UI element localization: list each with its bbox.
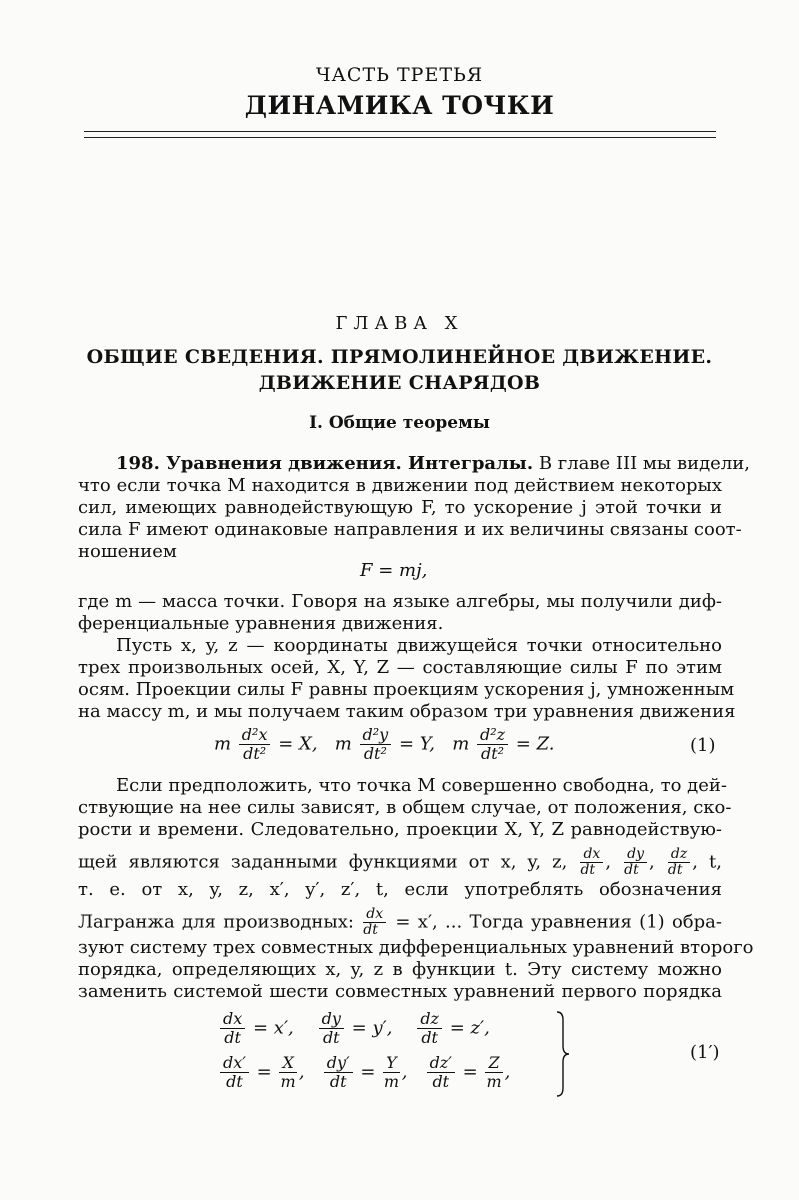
- equation-number: (1): [690, 735, 716, 756]
- equation-system-row-1: $\frac{dx}{dt}$ = x′, $\frac{dy}{dt}$ = y′, $\frac{dz}{dt}$ = z′,: [218, 1010, 490, 1047]
- paragraph-line: на массу m, и мы получаем таким образом три уравнения движения: [78, 701, 736, 722]
- equation-newton: F = mj,: [360, 560, 428, 581]
- paragraph-line: сила F имеют одинаковые направления и их величины связаны соот-: [78, 519, 742, 540]
- paragraph-line: ношением: [78, 541, 177, 562]
- paragraph-line: сил, имеющих равнодействующую F, то ускорение j этой точки и: [78, 497, 722, 518]
- paragraph-line: где m — масса точки. Говоря на языке алгебры, мы получили диф-: [78, 591, 722, 612]
- paragraph-line: Пусть x, y, z — координаты движущейся точки относительно: [116, 635, 722, 656]
- paragraph-line: щей являются заданными функциями от x, y, z, $\frac{dx}{dt}$ , $\frac{dy}{dt}$ , $\frac{dz}{dt}$ , t,: [78, 846, 722, 878]
- header-rule-bottom: [84, 137, 716, 138]
- equation-system-row-2: $\frac{dx'}{dt}$ = $\frac{X}{m}$ , $\frac{dy'}{dt}$ = $\frac{Y}{m}$ , $\frac{dz'}{dt}$ = $\frac{Z}{m}$ ,: [218, 1054, 510, 1091]
- paragraph-line: т. е. от x, y, z, x′, y′, z′, t, если употреблять обозначения: [78, 879, 722, 900]
- chapter-title-line-1: ОБЩИЕ СВЕДЕНИЯ. ПРЯМОЛИНЕЙНОЕ ДВИЖЕНИЕ.: [86, 346, 713, 368]
- header-rule-top: [84, 131, 716, 132]
- paragraph-line: зуют систему трех совместных дифференциальных уравнений второго: [78, 937, 754, 958]
- paragraph-line: порядка, определяющих x, y, z в функции t. Эту систему можно: [78, 959, 722, 980]
- paragraph-line: ствующие на нее силы зависят, в общем случае, от положения, ско-: [78, 797, 732, 818]
- paragraph-line: [116, 453, 750, 475]
- paragraph-line: заменить системой шести совместных уравнений первого порядка: [78, 981, 722, 1002]
- paragraph-line: осям. Проекции силы F равны проекциям ускорения j, умноженным: [78, 679, 735, 700]
- part-label: ЧАСТЬ ТРЕТЬЯ: [315, 64, 484, 86]
- paragraph-text: В главе III мы видели,: [533, 453, 750, 474]
- paragraph-line: Лагранжа для производных: $\frac{dx}{dt}$ = x′, ... Тогда уравнения (1) обра-: [78, 906, 722, 938]
- right-brace-icon: [556, 1010, 570, 1098]
- paragraph-line: ференциальные уравнения движения.: [78, 613, 444, 634]
- paragraph-text: , t,: [692, 851, 722, 873]
- paragraph-line: Если предположить, что точка M совершенно свободна, то дей-: [116, 775, 727, 796]
- paragraph-text: Лагранжа для производных:: [78, 911, 354, 933]
- equation-number: (1′): [690, 1042, 720, 1063]
- paragraph-line: что если точка M находится в движении под действием некоторых: [78, 475, 722, 496]
- chapter-title-line-2: ДВИЖЕНИЕ СНАРЯДОВ: [258, 372, 541, 394]
- paragraph-text: = x′, ... Тогда уравнения (1) обра-: [395, 911, 722, 933]
- section-title: I. Общие теоремы: [309, 413, 490, 433]
- paragraph-text: щей являются заданными функциями от x, y, z,: [78, 851, 568, 873]
- paragraph-line: рости и времени. Следовательно, проекции X, Y, Z равнодействую-: [78, 819, 722, 840]
- paragraph-line: трех произвольных осей, X, Y, Z — составляющие силы F по этим: [78, 657, 722, 678]
- paragraph-heading: 198. Уравнения движения. Интегралы.: [116, 453, 534, 474]
- part-title: ДИНАМИКА ТОЧКИ: [244, 91, 555, 120]
- equation-1: m $\frac{\text{d²x}}{\text{dt²}}$ = X, m $\frac{\text{d²y}}{\text{dt²}}$ = Y, m $\frac{\text{d²z}}{\text{dt²}}$ = Z.: [214, 725, 555, 763]
- chapter-label: ГЛАВА X: [335, 313, 464, 334]
- chapter-title: [0, 344, 799, 396]
